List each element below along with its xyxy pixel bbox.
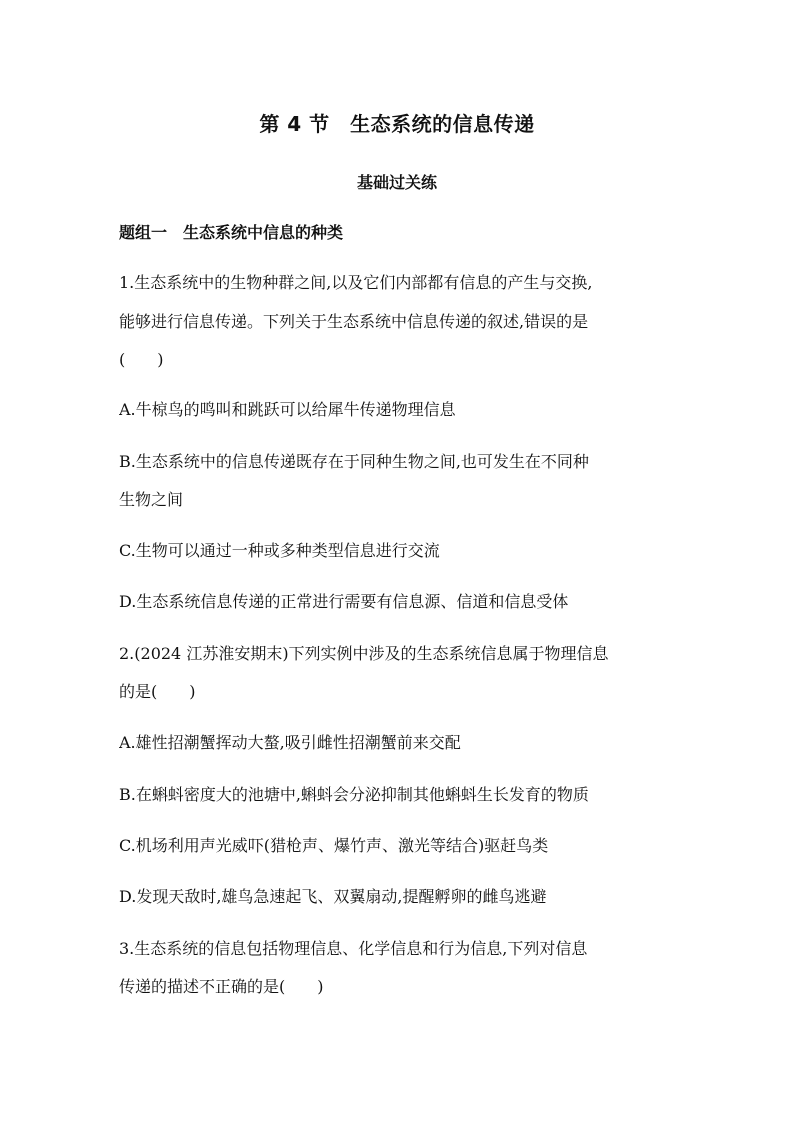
question-stem-line: 2.(2024 江苏淮安期末)下列实例中涉及的生态系统信息属于物理信息 <box>119 644 609 663</box>
option-b: B.在蝌蚪密度大的池塘中,蝌蚪会分泌抑制其他蝌蚪生长发育的物质 <box>119 785 589 804</box>
page-title: 第 4 节 生态系统的信息传递 <box>259 112 535 136</box>
question-stem-line: 3.生态系统的信息包括物理信息、化学信息和行为信息,下列对信息 <box>119 939 588 958</box>
question-stem-line: 的是( ) <box>119 682 196 701</box>
option-d: D.生态系统信息传递的正常进行需要有信息源、信道和信息受体 <box>119 592 569 611</box>
question-stem-line: 传递的描述不正确的是( ) <box>119 977 324 996</box>
question-stem-line: 能够进行信息传递。下列关于生态系统中信息传递的叙述,错误的是 <box>119 312 589 331</box>
option-d: D.发现天敌时,雄鸟急速起飞、双翼扇动,提醒孵卵的雌鸟逃避 <box>119 887 547 906</box>
answer-blank: ( ) <box>119 350 164 369</box>
section-subtitle: 基础过关练 <box>356 173 437 192</box>
option-b: B.生态系统中的信息传递既存在于同种生物之间,也可发生在不同种 <box>119 452 589 471</box>
option-a: A.雄性招潮蟹挥动大螯,吸引雌性招潮蟹前来交配 <box>119 733 461 752</box>
option-b-continued: 生物之间 <box>119 490 184 509</box>
option-c: C.机场利用声光威吓(猎枪声、爆竹声、激光等结合)驱赶鸟类 <box>119 836 549 855</box>
question-stem-line: 1.生态系统中的生物种群之间,以及它们内部都有信息的产生与交换, <box>119 273 593 292</box>
option-a: A.牛椋鸟的鸣叫和跳跃可以给犀牛传递物理信息 <box>119 400 456 419</box>
option-c: C.生物可以通过一种或多种类型信息进行交流 <box>119 541 440 560</box>
question-group-title: 题组一 生态系统中信息的种类 <box>119 223 344 242</box>
